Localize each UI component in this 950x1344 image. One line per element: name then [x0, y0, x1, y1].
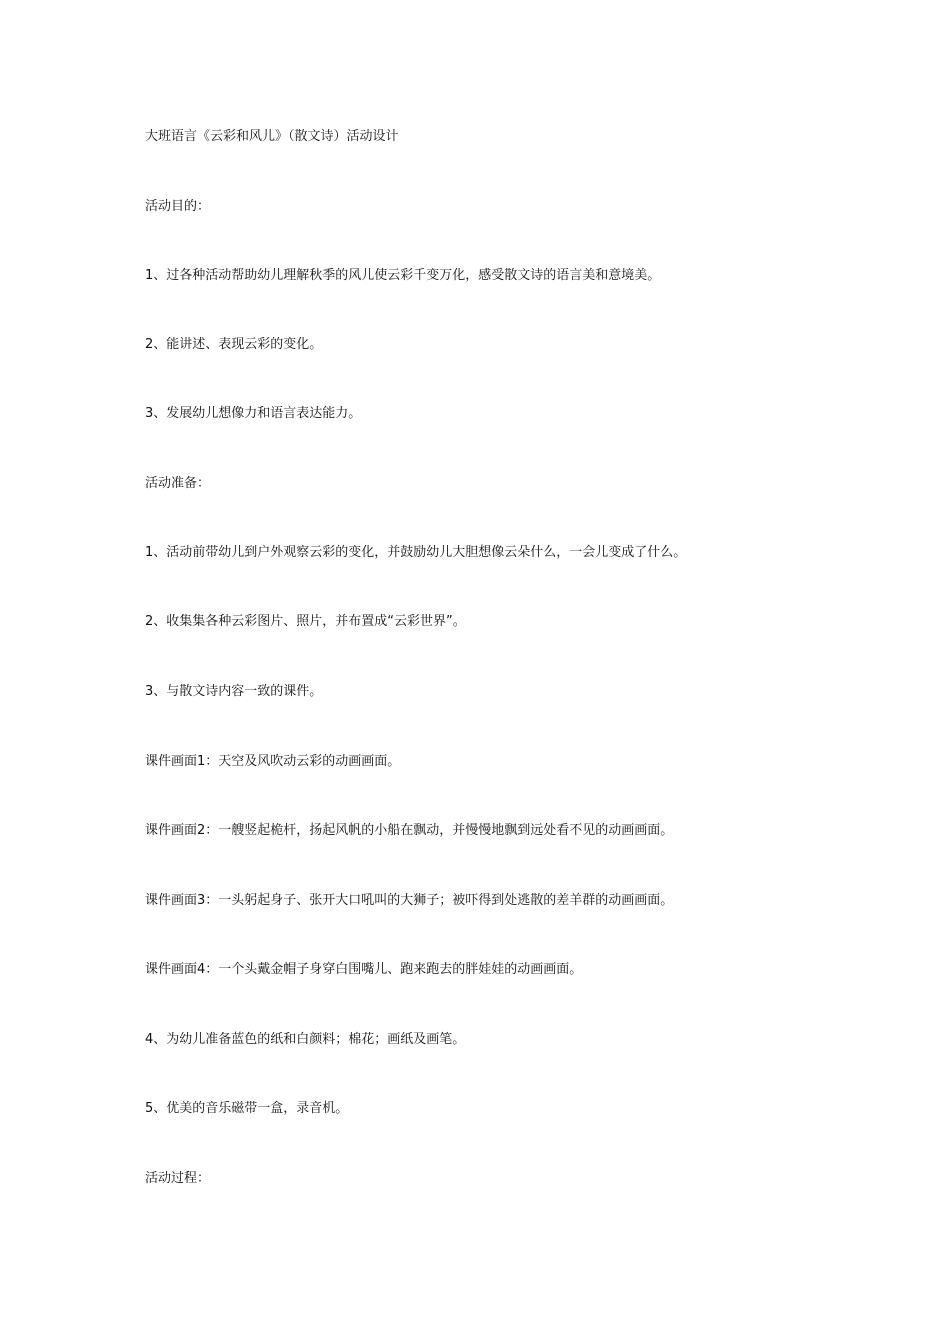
prep-heading: 活动准备：	[145, 476, 211, 491]
process-heading: 活动过程：	[145, 1171, 211, 1186]
courseware-screen-4: 课件画面4：一个头戴金帽子身穿白围嘴儿、跑来跑去的胖娃娃的动画画面。	[145, 962, 583, 977]
prep-item-5: 5、优美的音乐磁带一盒，录音机。	[145, 1101, 349, 1116]
courseware-screen-1: 课件画面1：天空及风吹动云彩的动画画面。	[145, 754, 401, 769]
prep-item-4: 4、为幼儿准备蓝色的纸和白颜料；棉花；画纸及画笔。	[145, 1032, 466, 1047]
document-title: 大班语言《云彩和风儿》（散文诗）活动设计	[145, 129, 399, 144]
prep-item-2: 2、收集集各种云彩图片、照片，并布置成“云彩世界”。	[145, 614, 466, 629]
prep-item-3: 3、与散文诗内容一致的课件。	[145, 684, 323, 699]
courseware-screen-3: 课件画面3：一头躬起身子、张开大口吼叫的大狮子；被吓得到处逃散的差羊群的动画画面。	[145, 893, 674, 908]
goal-item-1: 1、过各种活动帮助幼儿理解秋季的风儿使云彩千变万化，感受散文诗的语言美和意境美。	[145, 268, 661, 283]
goal-item-3: 3、发展幼儿想像力和语言表达能力。	[145, 406, 362, 421]
prep-item-1: 1、活动前带幼儿到户外观察云彩的变化，并鼓励幼儿大胆想像云朵什么，一会儿变成了什么。	[145, 545, 687, 560]
courseware-screen-2: 课件画面2：一艘竖起桅杆，扬起风帆的小船在飘动，并慢慢地飘到远处看不见的动画画面。	[145, 823, 674, 838]
goal-item-2: 2、能讲述、表现云彩的变化。	[145, 337, 323, 352]
goals-heading: 活动目的：	[145, 199, 211, 214]
